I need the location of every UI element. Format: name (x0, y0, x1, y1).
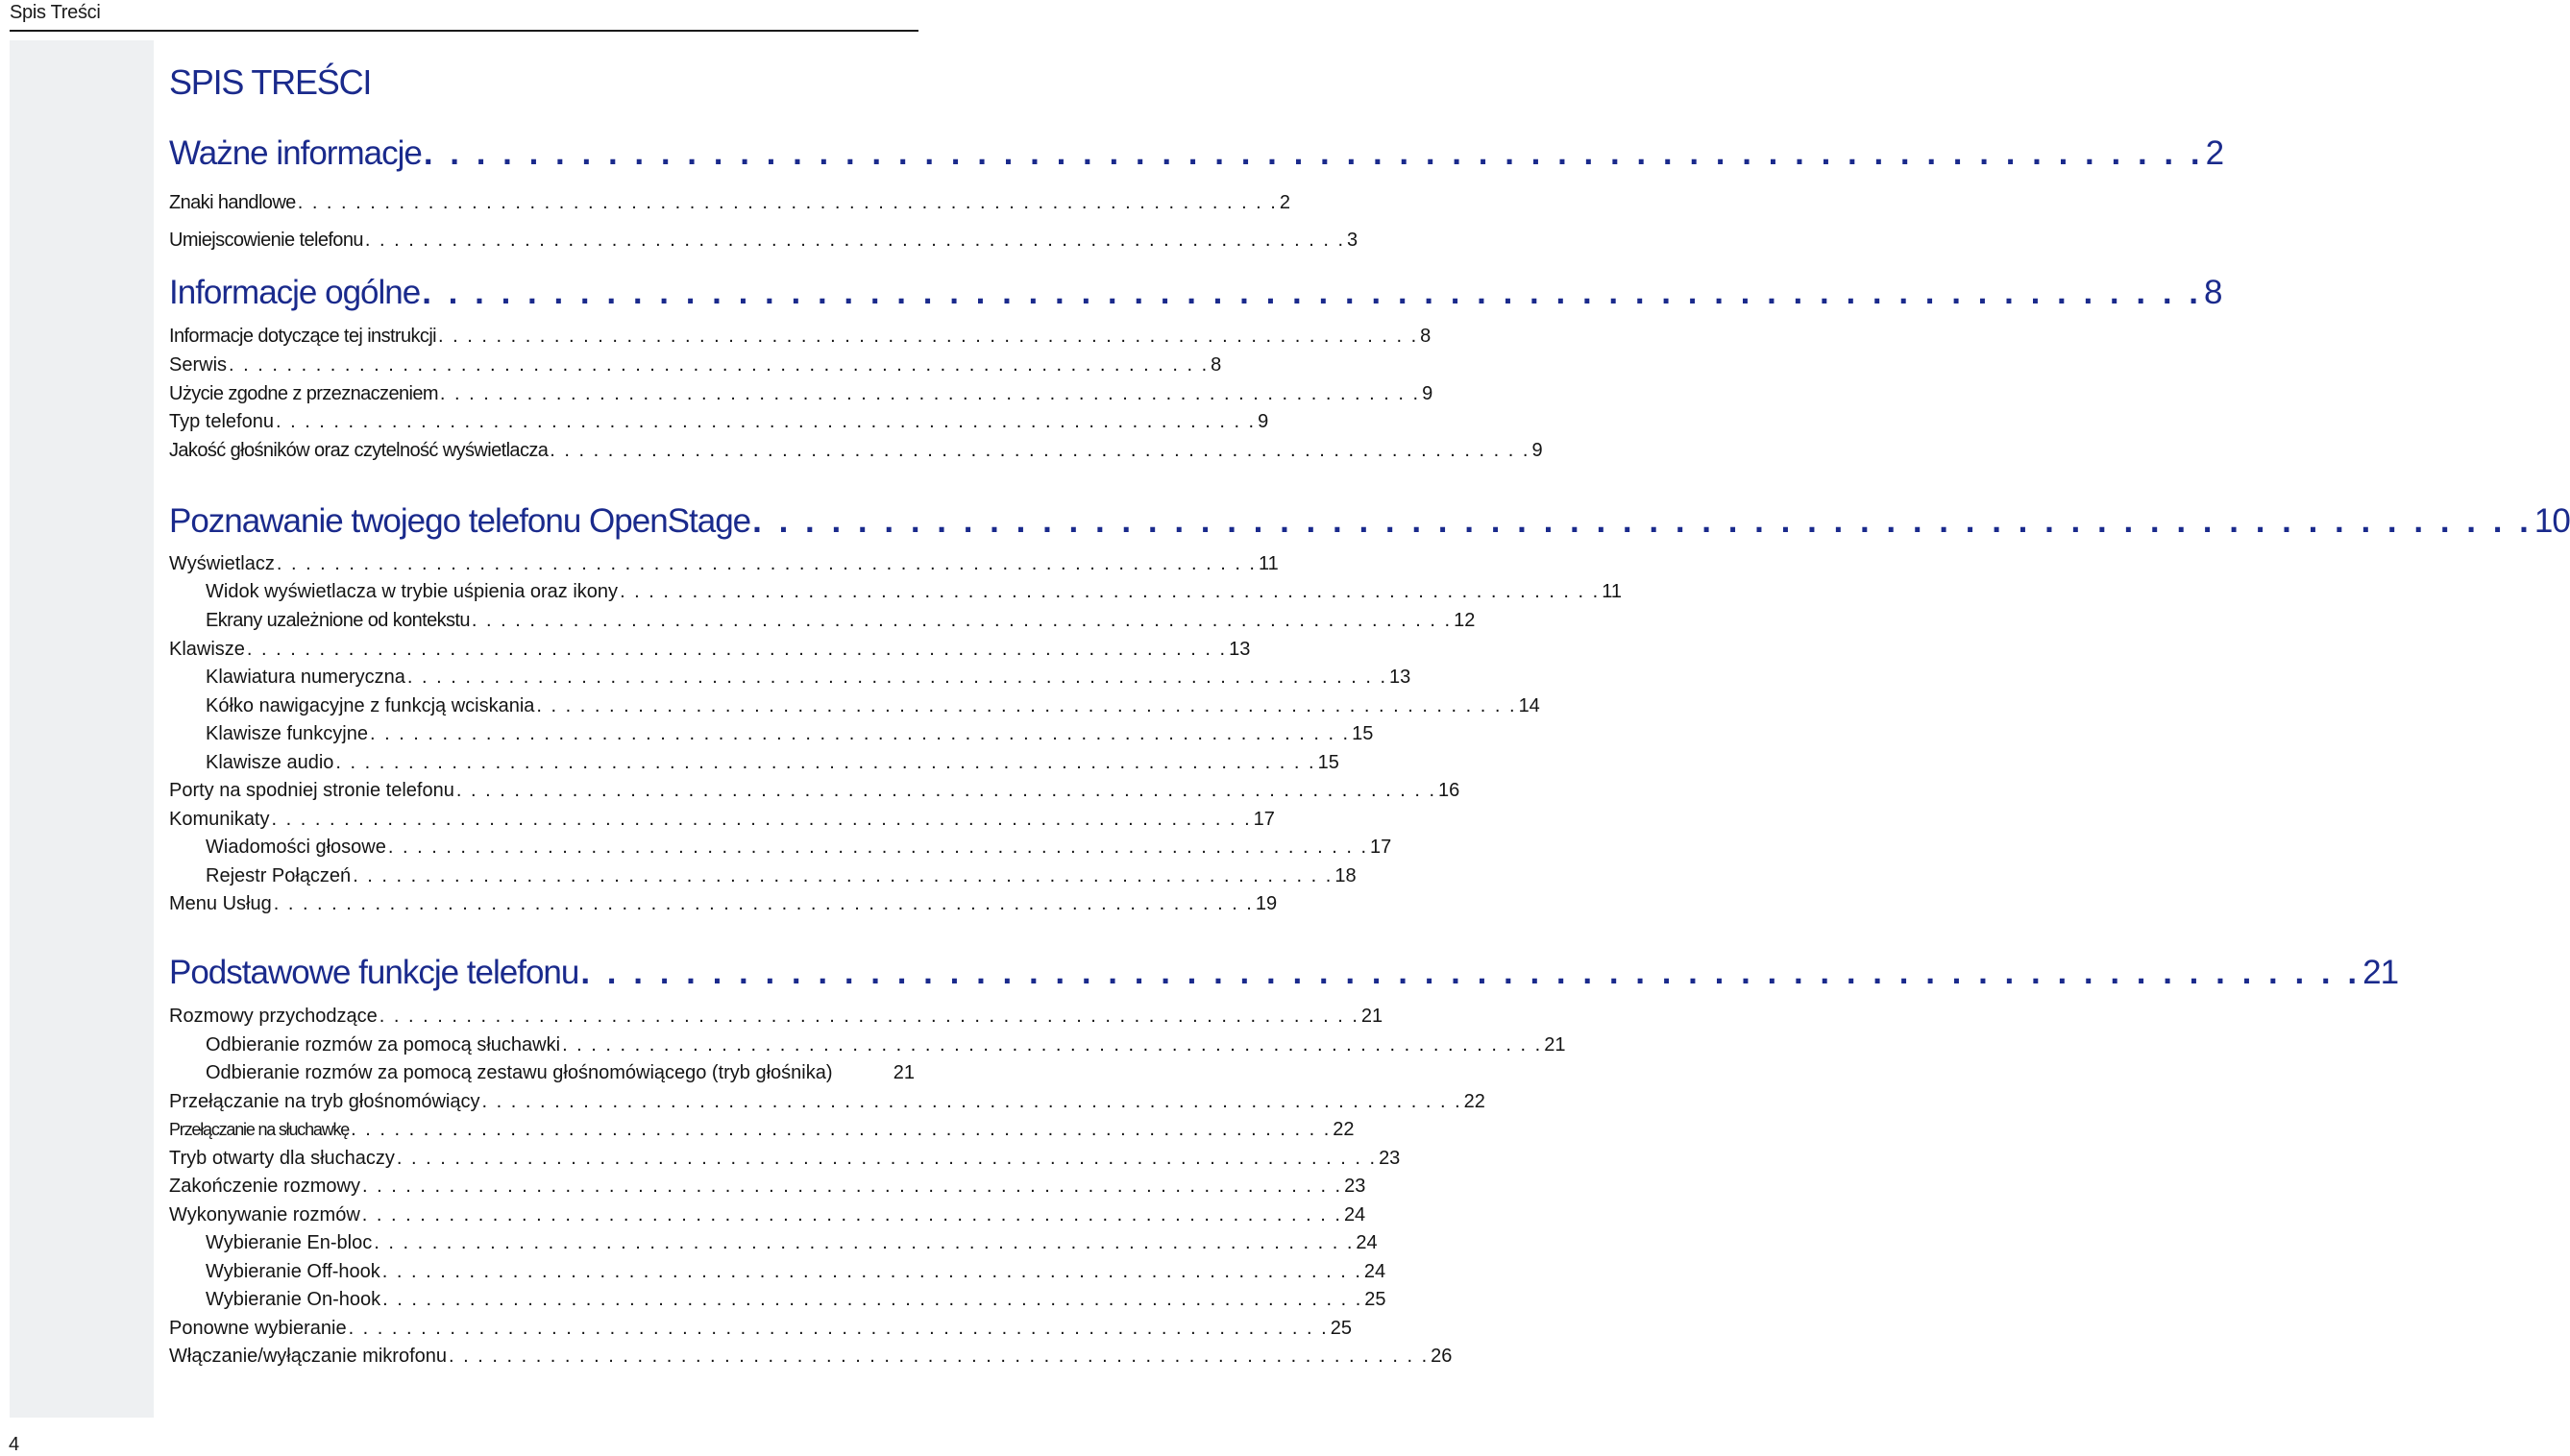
toc-entry-page: 13 (1389, 667, 1411, 688)
toc-entry-label: Serwis (169, 354, 228, 376)
toc-entry-page: 21 (1544, 1034, 1566, 1056)
toc-entry-page: 21 (1360, 1006, 1383, 1027)
dot-leader: . . . . . . . . . . . . . . . . . . . . . . . . . . . . . . . . . . . . . . . . . . . . . . . . . . . . . . . . . . . . . . . . . . . . (276, 553, 1257, 574)
dot-leader: . . . . . . . . . . . . . . . . . . . . . . . . . . . . . . . . . . . . . . . . . . . . . . . . . . . . . . . . . . . . . . . . . . . . (536, 695, 1517, 716)
toc-entry[interactable] (169, 723, 1374, 745)
toc-entry-label: Wybieranie Off-hook (206, 1261, 380, 1282)
toc-entry-page: 25 (1364, 1289, 1386, 1310)
toc-entry-label: Komunikaty (169, 809, 270, 830)
toc-entry[interactable] (169, 837, 1392, 859)
toc-entry[interactable] (169, 780, 1460, 802)
dot-leader: . . . . . . . . . . . . . . . . . . . . . . . . . . . . . . . . . . . . . . . . . . . . . . . . . . . . . . . . . . . . . . . . . . . . (361, 1204, 1342, 1225)
toc-entry-page: 3 (1347, 230, 1358, 251)
dot-leader: . . . . . . . . . . . . . . . . . . . . . . . . . . . . . . . . . . . . . . . . . . . . . . . . . . . . . . . . . . . . . . . . . . . . (449, 1346, 1430, 1367)
dot-leader: . . . . . . . . . . . . . . . . . . . . . . . . . . . . . . . . . . . . . . . . . . . . . . . . . . . . . . . . . . . . . . . . . . . . (620, 581, 1601, 602)
toc-entry-label: Klawisze funkcyjne (206, 723, 368, 744)
dot-leader: . . . . . . . . . . . . . . . . . . . . . . . . . . . . . . . . . . . . . . . . . . . . . . . . . . . . . . . . . . . . . . . . . . . . (422, 274, 2202, 311)
toc-entry[interactable] (169, 1062, 915, 1084)
toc-entry-page: 12 (1454, 610, 1476, 631)
toc-entry-label: Włączanie/wyłączanie mikrofonu (169, 1346, 448, 1367)
dot-leader: . . . . . . . . . . . . . . . . . . . . . . . . . . . . . . . . . . . . . . . . . . . . . . . . . . . . . . . . . . . . . . . . . . . . (752, 502, 2533, 540)
dot-leader: . . . . . . . . . . . . . . . . . . . . . . . . . . . . . . . . . . . . . . . . . . . . . . . . . . . . . . . . . . . . . . . . . . . . (369, 723, 1351, 744)
toc-entry-label: Zakończenie rozmowy (169, 1176, 360, 1197)
toc-entry-page: 24 (1363, 1261, 1386, 1282)
toc-entry-page: 9 (1531, 440, 1543, 461)
dot-leader: . . . . . . . . . . . . . . . . . . . . . . . . . . . . . . . . . . . . . . . . . . . . . . . . . . . . . . . . . . . . . . . . . . . . (273, 893, 1254, 914)
dot-leader: . . . . . . . . . . . . . . . . . . . . . . . . . . . . . . . . . . . . . . . . . . . . . . . . . . . . . . . . . . . . . . . . . . . . (361, 1176, 1343, 1197)
toc-entry[interactable] (169, 553, 1279, 575)
toc-entry-page: 14 (1518, 695, 1540, 716)
running-header: Spis Treści (10, 2, 101, 23)
toc-chapter-entry[interactable] (169, 502, 2570, 541)
dot-leader: . . . . . . . . . . . . . . . . . . . . . . . . . . . . . . . . . . . . . . . . . . . . . . . . . . . . . . . . . . . . . . . . . . . . (550, 440, 1530, 461)
toc-entry-page: 22 (1333, 1119, 1355, 1140)
dot-leader: . . . . . . . . . . . . . . . . . . . . . . . . . . . . . . . . . . . . . . . . . . . . . . . . . . . . . . . . . . . . . . . . . . . . (382, 1289, 1363, 1310)
toc-entry[interactable] (169, 192, 1290, 214)
toc-entry[interactable] (169, 1346, 1453, 1368)
toc-entry[interactable] (169, 326, 1432, 348)
toc-entry-page: 23 (1379, 1148, 1401, 1169)
toc-entry-label: Klawisze audio (206, 752, 334, 773)
toc-entry-label: Ważne informacje (169, 134, 422, 172)
dot-leader: . . . . . . . . . . . . . . . . . . . . . . . . . . . . . . . . . . . . . . . . . . . . . . . . . . . . . . . . . . . . . . . . . . . . (364, 230, 1346, 251)
toc-entry[interactable] (169, 610, 1476, 632)
toc-entry[interactable] (169, 809, 1275, 831)
toc-entry[interactable] (169, 411, 1269, 433)
toc-entry-page: 9 (1422, 383, 1433, 404)
dot-leader: . . . . . . . . . . . . . . . . . . . . . . . . . . . . . . . . . . . . . . . . . . . . . . . . . . . . . . . . . . . . . . . . . . . . (562, 1034, 1543, 1056)
toc-entry-label: Odbieranie rozmów za pomocą słuchawki (206, 1034, 561, 1056)
toc-entry[interactable] (169, 695, 1540, 717)
toc-entry-label: Typ telefonu (169, 411, 274, 432)
toc-chapter-entry[interactable] (169, 954, 2399, 992)
toc-entry[interactable] (169, 383, 1433, 405)
toc-entry-label: Informacje ogólne (169, 274, 421, 311)
toc-entry-label: Znaki handlowe (169, 192, 296, 213)
toc-entry-page: 15 (1317, 752, 1339, 773)
toc-entry-label: Podstawowe funkcje telefonu (169, 954, 579, 991)
dot-leader: . . . . . . . . . . . . . . . . . . . . . . . . . . . . . . . . . . . . . . . . . . . . . . . . . . . . . . . . . . . . . . . . . . . . (229, 354, 1210, 376)
toc-entry-page: 19 (1255, 893, 1278, 914)
dot-leader: . . . . . . . . . . . . . . . . . . . . . . . . . . . . . . . . . . . . . . . . . . . . . . . . . . . . . . . . . . . . . . . . . . . . (374, 1232, 1355, 1253)
toc-entry[interactable] (169, 1176, 1366, 1198)
toc-entry[interactable] (169, 581, 1622, 603)
toc-entry-page: 26 (1431, 1346, 1453, 1367)
page-number: 4 (9, 1434, 20, 1455)
toc-entry-page: 21 (893, 1062, 915, 1083)
dot-leader: . . . . . . . . . . . . . . . . . . . . . . . . . . . . . . . . . . . . . . . . . . . . . . . . . . . . . . . . . . . . . . . . . . . . (471, 610, 1453, 631)
toc-entry-label: Klawiatura numeryczna (206, 667, 405, 688)
toc-entry-label: Wyświetlacz (169, 553, 275, 574)
toc-entry-page: 24 (1356, 1232, 1378, 1253)
toc-entry-label: Ekrany uzależnione od kontekstu (206, 610, 470, 631)
toc-entry-label: Ponowne wybieranie (169, 1318, 347, 1339)
dot-leader: . . . . . . . . . . . . . . . . . . . . . . . . . . . . . . . . . . . . . . . . . . . . . . . . . . . . . . . . . . . . . . . . . . . . (348, 1318, 1329, 1339)
toc-entry[interactable] (169, 1232, 1378, 1254)
toc-entry-label: Użycie zgodne z przeznaczeniem (169, 383, 438, 404)
dot-leader: . . . . . . . . . . . . . . . . . . . . . . . . . . . . . . . . . . . . . . . . . . . . . . . . . . . . . . . . . . . . . . . . . . . . (297, 192, 1278, 213)
toc-entry-page: 8 (2204, 274, 2222, 311)
margin-band (10, 40, 154, 1418)
toc-entry-page: 2 (2205, 134, 2224, 172)
toc-entry[interactable] (169, 1289, 1386, 1311)
toc-entry-label: Poznawanie twojego telefonu OpenStage (169, 502, 751, 540)
toc-entry-page: 8 (1211, 354, 1222, 376)
dot-leader: . . . . . . . . . . . . . . . . . . . . . . . . . . . . . . . . . . . . . . . . . . . . . . . . . . . . . . . . . . . . . . . . . . . . (351, 1119, 1332, 1140)
toc-entry-page: 2 (1279, 192, 1290, 213)
dot-leader: . . . . . . . . . . . . . . . . . . . . . . . . . . . . . . . . . . . . . . . . . . . . . . . . . . . . . . . . . . . . . . . . . . . . (381, 1261, 1362, 1282)
toc-entry-label: Wybieranie En-bloc (206, 1232, 373, 1253)
toc-entry-page: 23 (1344, 1176, 1366, 1197)
toc-entry-label: Przełączanie na słuchawkę (169, 1120, 350, 1139)
dot-leader: . . . . . . . . . . . . . . . . . . . . . . . . . . . . . . . . . . . . . . . . . . . . . . . . . . . . . . . . . . . . . . . . . . . . (438, 326, 1419, 347)
toc-entry-label: Jakość głośników oraz czytelność wyświetlacza (169, 440, 549, 461)
toc-entry-page: 18 (1334, 865, 1357, 886)
toc-entry-page: 22 (1463, 1091, 1485, 1112)
toc-entry-label: Odbieranie rozmów za pomocą zestawu głośnomówiącego (tryb głośnika) (206, 1062, 833, 1083)
toc-entry[interactable] (169, 1006, 1383, 1028)
toc-entry[interactable] (169, 1204, 1366, 1226)
toc-entry-page: 11 (1602, 581, 1622, 602)
dot-leader: . . . . . . . . . . . . . . . . . . . . . . . . . . . . . . . . . . . . . . . . . . . . . . . . . . . . . . . . . . . . . . . . . . . . (396, 1148, 1378, 1169)
dot-leader: . . . . . . . . . . . . . . . . . . . . . . . . . . . . . . . . . . . . . . . . . . . . . . . . . . . . . . . . . . . . . . . . . . . . (439, 383, 1421, 404)
toc-entry-page: 17 (1253, 809, 1275, 830)
dot-leader: . . . . . . . . . . . . . . . . . . . . . . . . . . . . . . . . . . . . . . . . . . . . . . . . . . . . . . . . . . . . . . . . . . . . (423, 134, 2204, 172)
toc-entry-label: Tryb otwarty dla słuchaczy (169, 1148, 395, 1169)
dot-leader: . . . . . . . . . . . . . . . . . . . . . . . . . . . . . . . . . . . . . . . . . . . . . . . . . . . . . . . . . . . . . . . . . . . . (275, 411, 1257, 432)
toc-entry-page: 21 (2362, 954, 2399, 991)
toc-entry-page: 11 (1259, 553, 1279, 574)
toc-entry[interactable] (169, 1148, 1401, 1170)
toc-entry-label: Wybieranie On-hook (206, 1289, 381, 1310)
toc-entry-label: Informacje dotyczące tej instrukcji (169, 326, 437, 347)
header-divider (10, 30, 918, 32)
toc-entry-page: 24 (1343, 1204, 1366, 1225)
dot-leader: . . . . . . . . . . . . . . . . . . . . . . . . . . . . . . . . . . . . . . . . . . . . . . . . . . . . . . . . . . . . . . . . . . . . (580, 954, 2362, 991)
toc-entry[interactable] (169, 354, 1222, 376)
toc-entry-label: Porty na spodniej stronie telefonu (169, 780, 454, 801)
toc-entry-page: 8 (1420, 326, 1432, 347)
toc-entry-label: Klawisze (169, 639, 245, 660)
dot-leader: . . . . . . . . . . . . . . . . . . . . . . . . . . . . . . . . . . . . . . . . . . . . . . . . . . . . . . . . . . . . . . . . . . . . (406, 667, 1388, 688)
toc-entry-page: 10 (2533, 502, 2570, 540)
dot-leader: . . . . . . . . . . . . . . . . . . . . . . . . . . . . . . . . . . . . . . . . . . . . . . . . . . . . . . . . . . . . . . . . . . . . (246, 639, 1228, 660)
toc-entry[interactable] (169, 230, 1358, 252)
toc-entry[interactable] (169, 893, 1278, 915)
toc-entry-page: 25 (1330, 1318, 1352, 1339)
toc-entry-label: Przełączanie na tryb głośnomówiący (169, 1091, 480, 1112)
dot-leader: . . . . . . . . . . . . . . . . . . . . . . . . . . . . . . . . . . . . . . . . . . . . . . . . . . . . . . . . . . . . . . . . . . . . (481, 1091, 1462, 1112)
toc-entry[interactable] (169, 752, 1339, 774)
toc-entry[interactable] (169, 667, 1411, 689)
toc-entry-label: Kółko nawigacyjne z funkcją wciskania (206, 695, 535, 716)
toc-entry[interactable] (169, 1318, 1352, 1340)
dot-leader: . . . . . . . . . . . . . . . . . . . . . . . . . . . . . . . . . . . . . . . . . . . . . . . . . . . . . . . . . . . . . . . . . . . . (379, 1006, 1359, 1027)
toc-entry[interactable] (169, 1034, 1566, 1056)
dot-leader: . . . . . . . . . . . . . . . . . . . . . . . . . . . . . . . . . . . . . . . . . . . . . . . . . . . . . . . . . . . . . . . . . . . . (353, 865, 1334, 886)
toc-entry-page: 9 (1258, 411, 1269, 432)
toc-entry[interactable] (169, 865, 1357, 887)
dot-leader: . . . . . . . . . . . . . . . . . . . . . . . . . . . . . . . . . . . . . . . . . . . . . . . . . . . . . . . . . . . . . . . . . . . . (387, 837, 1369, 858)
toc-entry-label: Wykonywanie rozmów (169, 1204, 360, 1225)
toc-entry-label: Wiadomości głosowe (206, 837, 386, 858)
toc-entry[interactable] (169, 1119, 1355, 1141)
toc-entry[interactable] (169, 1091, 1485, 1113)
dot-leader: . . . . . . . . . . . . . . . . . . . . . . . . . . . . . . . . . . . . . . . . . . . . . . . . . . . . . . . . . . . . . . . . . . . . (335, 752, 1316, 773)
dot-leader: . . . . . . . . . . . . . . . . . . . . . . . . . . . . . . . . . . . . . . . . . . . . . . . . . . . . . . . . . . . . . . . . . . . . (455, 780, 1437, 801)
toc-entry-page: 17 (1370, 837, 1392, 858)
toc-entry[interactable] (169, 440, 1543, 462)
toc-entry[interactable] (169, 1261, 1386, 1283)
toc-entry-page: 16 (1438, 780, 1460, 801)
toc-chapter-entry[interactable] (169, 274, 2222, 312)
toc-entry-page: 15 (1352, 723, 1374, 744)
toc-entry[interactable] (169, 639, 1251, 661)
toc-chapter-entry[interactable] (169, 134, 2224, 173)
toc-entry-label: Rejestr Połączeń (206, 865, 352, 886)
toc-entry-label: Umiejscowienie telefonu (169, 230, 363, 251)
toc-entry-label: Widok wyświetlacza w trybie uśpienia oraz ikony (206, 581, 619, 602)
toc-entry-label: Menu Usług (169, 893, 272, 914)
page-title: SPIS TREŚCI (169, 62, 372, 102)
dot-leader: . . . . . . . . . . . . . . . . . . . . . . . . . . . . . . . . . . . . . . . . . . . . . . . . . . . . . . . . . . . . . . . . . . . . (271, 809, 1252, 830)
toc-entry-page: 13 (1229, 639, 1251, 660)
toc-entry-label: Rozmowy przychodzące (169, 1006, 378, 1027)
